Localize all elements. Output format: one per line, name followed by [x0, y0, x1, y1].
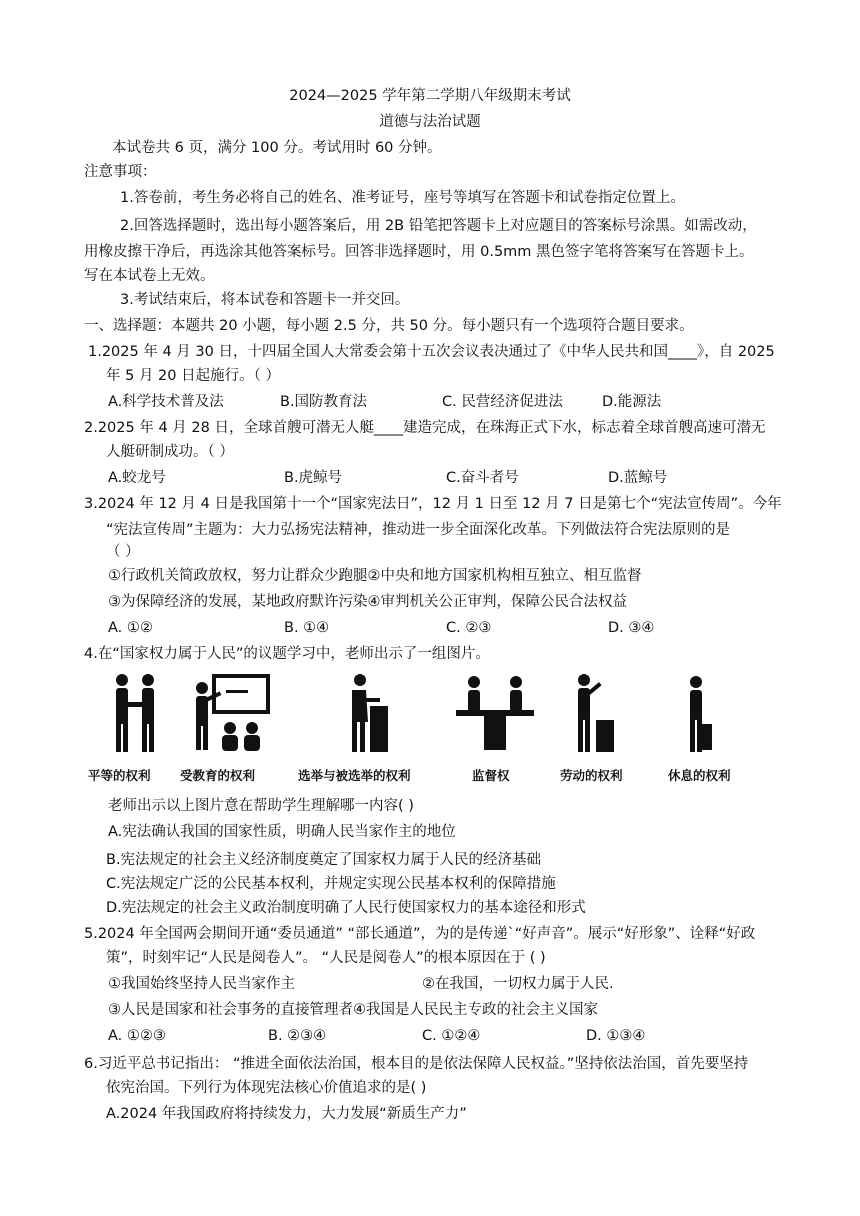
q3-stem-line-2: “宪法宣传周”主题为：大力弘扬宪法精神，推动进一步全面深化改革。下列做法符合宪法原则的是: [106, 522, 731, 538]
q5-statement-2: ②在我国，一切权力属于人民.: [422, 976, 614, 992]
q1-stem-line-1: 1.2025 年 4 月 30 日，十四届全国人大常委会第十五次会议表决通过了《中华人民共和国____》，自 2025: [88, 344, 775, 360]
notes-heading: 注意事项：: [84, 164, 157, 180]
exam-intro: 本试卷共 6 页，满分 100 分。考试用时 60 分钟。: [112, 140, 442, 156]
q3-option-a: A. ①②: [108, 620, 153, 636]
caption-labor: 劳动的权利: [560, 768, 623, 783]
election-pictogram: [344, 672, 390, 758]
q5-statement-line-2: ③人民是国家和社会事务的直接管理者④我国是人民民主专政的社会主义国家: [108, 1002, 598, 1018]
caption-equality: 平等的权利: [88, 768, 151, 783]
q1-option-d: D.能源法: [602, 394, 662, 410]
q5-stem-line-1: 5.2024 年全国两会期间开通“委员通道” “部长通道”，为的是传递`“好声音”。展示“好形象”、诠释“好政: [84, 926, 756, 942]
q2-option-c: C.奋斗者号: [446, 470, 519, 486]
caption-rest: 休息的权利: [668, 768, 731, 783]
exam-subtitle: 道德与法治试题: [379, 114, 481, 130]
q3-statement-line-1: ①行政机关简政放权，努力让群众少跑腿②中央和地方国家机构相互独立、相互监督: [108, 568, 642, 584]
labor-pictogram: [572, 672, 618, 758]
note-2-line-3: 写在本试卷上无效。: [84, 268, 215, 284]
q3-stem-line-1: 3.2024 年 12 月 4 日是我国第十一个“国家宪法日”，12 月 1 日至 12 月 7 日是第七个“宪法宣传周”。今年: [84, 496, 782, 512]
q1-option-b: B.国防教育法: [280, 394, 368, 410]
note-3: 3.考试结束后，将本试卷和答题卡一并交回。: [120, 292, 410, 308]
q3-option-b: B. ①④: [284, 620, 330, 636]
rest-pictogram: [676, 672, 716, 758]
q1-option-a: A.科学技术普及法: [108, 394, 224, 410]
note-2-line-1: 2.回答选择题时，选出每小题答案后，用 2B 铅笔把答题卡上对应题目的答案标号涂黑。如需改动，: [120, 218, 757, 234]
q3-statement-line-2: ③为保障经济的发展，某地政府默许污染④审判机关公正审判，保障公民合法权益: [108, 594, 627, 610]
q1-stem-line-2: 年 5 月 20 日起施行。（ ）: [106, 368, 280, 384]
caption-election: 选举与被选举的权利: [298, 768, 411, 783]
q5-option-c: C. ①②④: [422, 1028, 481, 1044]
q2-option-d: D.蓝鲸号: [608, 470, 668, 486]
q4-option-b: B.宪法规定的社会主义经济制度奠定了国家权力属于人民的经济基础: [106, 852, 542, 868]
q2-option-a: A.蛟龙号: [108, 470, 166, 486]
q5-option-d: D. ①③④: [586, 1028, 646, 1044]
q2-option-b: B.虎鲸号: [284, 470, 343, 486]
q5-statement-1: ①我国始终坚持人民当家作主: [108, 976, 295, 992]
q5-stem-line-2: 策”，时刻牢记“人民是阅卷人”。 “人民是阅卷人”的根本原因在于 ( ): [106, 950, 546, 966]
q6-option-a: A.2024 年我国政府将持续发力，大力发展“新质生产力”: [106, 1106, 467, 1122]
q3-stem-line-3: （ ）: [106, 544, 140, 560]
q2-stem-line-2: 人艇研制成功。（ ）: [106, 444, 234, 460]
q4-option-d: D.宪法规定的社会主义政治制度明确了人民行使国家权力的基本途径和形式: [106, 900, 586, 916]
q4-option-c: C.宪法规定广泛的公民基本权利，并规定实现公民基本权利的保障措施: [106, 876, 556, 892]
q4-option-a: A.宪法确认我国的国家性质，明确人民当家作主的地位: [108, 824, 456, 840]
equality-pictogram: [108, 672, 164, 758]
q1-option-c: C. 民营经济促进法: [442, 394, 563, 410]
caption-education: 受教育的权利: [180, 768, 256, 783]
exam-title: 2024—2025 学年第二学期八年级期末考试: [289, 88, 571, 104]
q4-stem: 4.在“国家权力属于人民”的议题学习中，老师出示了一组图片。: [84, 646, 490, 662]
q3-option-d: D. ③④: [608, 620, 655, 636]
q5-option-a: A. ①②③: [108, 1028, 166, 1044]
supervision-pictogram: [454, 672, 536, 758]
q3-option-c: C. ②③: [446, 620, 492, 636]
q2-stem-line-1: 2.2025 年 4 月 28 日，全球首艘可潜无人艇____建造完成，在珠海正式下水，标志着全球首艘高速可潜无: [84, 420, 766, 436]
q4-question: 老师出示以上图片意在帮助学生理解哪一内容( ): [108, 798, 414, 814]
education-pictogram: [192, 672, 272, 758]
q5-option-b: B. ②③④: [268, 1028, 327, 1044]
q6-stem-line-1: 6.习近平总书记指出： “推进全面依法治国，根本目的是依法保障人民权益。”坚持依法治国，首先要坚持: [84, 1056, 749, 1072]
note-2-line-2: 用橡皮擦干净后，再选涂其他答案标号。回答非选择题时，用 0.5mm 黑色签字笔将答案写在答题卡上。: [84, 244, 754, 260]
q6-stem-line-2: 依宪治国。下列行为体现宪法核心价值追求的是( ): [106, 1080, 427, 1096]
caption-supervision: 监督权: [472, 768, 510, 783]
note-1: 1.答卷前，考生务必将自己的姓名、准考证号，座号等填写在答题卡和试卷指定位置上。: [120, 190, 685, 206]
section-heading: 一、选择题：本题共 20 小题，每小题 2.5 分，共 50 分。每小题只有一个选项符合题目要求。: [84, 318, 694, 334]
